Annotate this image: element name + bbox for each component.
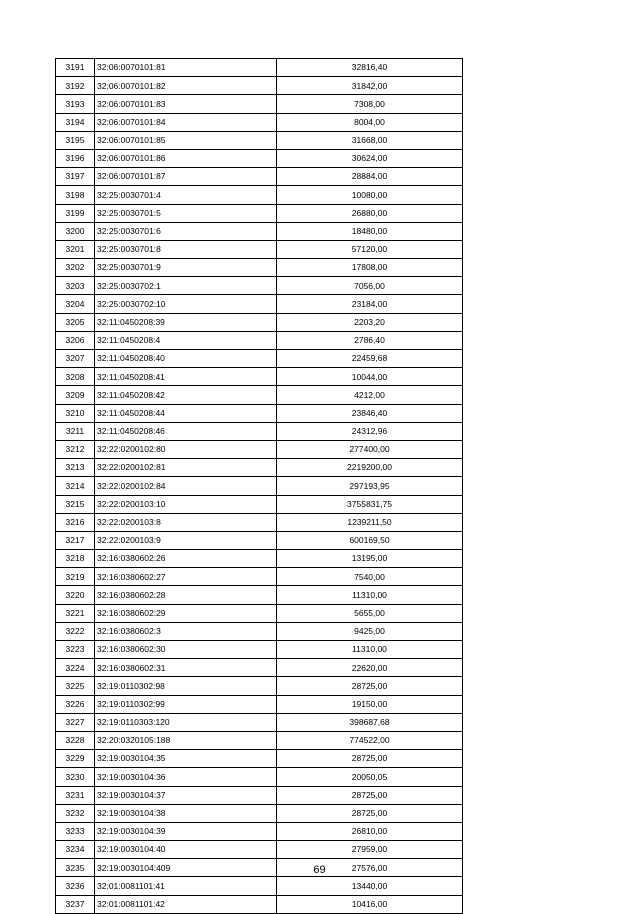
row-number: 3221 xyxy=(56,604,95,622)
row-number: 3222 xyxy=(56,622,95,640)
cadastral-number: 32:06:0070101:84 xyxy=(95,113,277,131)
table-row xyxy=(56,404,463,422)
value-cell: 10044,00 xyxy=(277,368,463,386)
table-row xyxy=(56,331,463,349)
table-row xyxy=(56,59,463,77)
value-cell: 1239211,50 xyxy=(277,513,463,531)
table-row xyxy=(56,513,463,531)
value-cell: 7540,00 xyxy=(277,568,463,586)
value-cell: 11310,00 xyxy=(277,641,463,659)
value-cell: 19150,00 xyxy=(277,695,463,713)
cadastral-number: 32:01:0081101:42 xyxy=(95,895,277,913)
row-number: 3228 xyxy=(56,731,95,749)
value-cell: 2203,20 xyxy=(277,313,463,331)
value-cell: 32816,40 xyxy=(277,59,463,77)
row-number: 3203 xyxy=(56,277,95,295)
cadastral-number: 32:16:0380602:29 xyxy=(95,604,277,622)
table-row xyxy=(56,131,463,149)
row-number: 3234 xyxy=(56,841,95,859)
value-cell: 7308,00 xyxy=(277,95,463,113)
cadastral-number: 32:06:0070101:82 xyxy=(95,77,277,95)
table-row xyxy=(56,804,463,822)
table-row xyxy=(56,277,463,295)
value-cell: 8004,00 xyxy=(277,113,463,131)
value-cell: 10080,00 xyxy=(277,186,463,204)
cadastral-number: 32:25:0030702:10 xyxy=(95,295,277,313)
table-row xyxy=(56,313,463,331)
table-row xyxy=(56,495,463,513)
value-cell: 24312,96 xyxy=(277,422,463,440)
row-number: 3209 xyxy=(56,386,95,404)
table-row xyxy=(56,641,463,659)
row-number: 3230 xyxy=(56,768,95,786)
table-row xyxy=(56,186,463,204)
cadastral-number: 32:22:0200102:80 xyxy=(95,440,277,458)
row-number: 3225 xyxy=(56,677,95,695)
value-cell: 28725,00 xyxy=(277,804,463,822)
table-row xyxy=(56,786,463,804)
table-row xyxy=(56,877,463,895)
cadastral-number: 32:22:0200103:9 xyxy=(95,531,277,549)
value-cell: 297193,95 xyxy=(277,477,463,495)
row-number: 3198 xyxy=(56,186,95,204)
cadastral-number: 32:19:0030104:37 xyxy=(95,786,277,804)
row-number: 3227 xyxy=(56,713,95,731)
row-number: 3208 xyxy=(56,368,95,386)
cadastral-number: 32:19:0030104:35 xyxy=(95,750,277,768)
value-cell: 31668,00 xyxy=(277,131,463,149)
cadastral-number: 32:06:0070101:83 xyxy=(95,95,277,113)
table-row xyxy=(56,604,463,622)
value-cell: 28725,00 xyxy=(277,677,463,695)
value-cell: 17808,00 xyxy=(277,259,463,277)
value-cell: 10416,00 xyxy=(277,895,463,913)
table-row xyxy=(56,586,463,604)
cadastral-number: 32:20:0320105:188 xyxy=(95,731,277,749)
table-row xyxy=(56,240,463,258)
row-number: 3233 xyxy=(56,822,95,840)
cadastral-number: 32:19:0030104:36 xyxy=(95,768,277,786)
cadastral-number: 32:16:0380602:3 xyxy=(95,622,277,640)
table-row xyxy=(56,659,463,677)
cadastral-number: 32:11:0450208:4 xyxy=(95,331,277,349)
row-number: 3199 xyxy=(56,204,95,222)
value-cell: 774522,00 xyxy=(277,731,463,749)
value-cell: 2786,40 xyxy=(277,331,463,349)
row-number: 3216 xyxy=(56,513,95,531)
row-number: 3229 xyxy=(56,750,95,768)
value-cell: 30624,00 xyxy=(277,149,463,167)
value-cell: 26810,00 xyxy=(277,822,463,840)
value-cell: 22459,68 xyxy=(277,350,463,368)
table-row xyxy=(56,204,463,222)
table-row xyxy=(56,768,463,786)
cadastral-number: 32:22:0200102:81 xyxy=(95,459,277,477)
row-number: 3193 xyxy=(56,95,95,113)
row-number: 3218 xyxy=(56,550,95,568)
row-number: 3237 xyxy=(56,895,95,913)
table-row xyxy=(56,259,463,277)
row-number: 3236 xyxy=(56,877,95,895)
row-number: 3195 xyxy=(56,131,95,149)
row-number: 3191 xyxy=(56,59,95,77)
cadastral-number: 32:25:0030701:5 xyxy=(95,204,277,222)
cadastral-number: 32:25:0030701:4 xyxy=(95,186,277,204)
row-number: 3232 xyxy=(56,804,95,822)
row-number: 3192 xyxy=(56,77,95,95)
cadastral-number: 32:19:0030104:409 xyxy=(95,859,277,877)
cadastral-number: 32:19:0030104:40 xyxy=(95,841,277,859)
cadastral-number: 32:06:0070101:87 xyxy=(95,168,277,186)
table-row xyxy=(56,295,463,313)
row-number: 3206 xyxy=(56,331,95,349)
table-row xyxy=(56,459,463,477)
value-cell: 5655,00 xyxy=(277,604,463,622)
table-row xyxy=(56,695,463,713)
data-table xyxy=(55,58,463,914)
cadastral-number: 32:11:0450208:46 xyxy=(95,422,277,440)
value-cell: 7056,00 xyxy=(277,277,463,295)
value-cell: 28725,00 xyxy=(277,750,463,768)
value-cell: 20050,05 xyxy=(277,768,463,786)
value-cell: 9425,00 xyxy=(277,622,463,640)
row-number: 3194 xyxy=(56,113,95,131)
cadastral-number: 32:11:0450208:39 xyxy=(95,313,277,331)
cadastral-number: 32:11:0450208:42 xyxy=(95,386,277,404)
row-number: 3217 xyxy=(56,531,95,549)
page-number: 69 xyxy=(313,864,326,876)
row-number: 3201 xyxy=(56,240,95,258)
cadastral-number: 32:22:0200103:10 xyxy=(95,495,277,513)
row-number: 3219 xyxy=(56,568,95,586)
cadastral-number: 32:11:0450208:41 xyxy=(95,368,277,386)
table-row xyxy=(56,477,463,495)
row-number: 3204 xyxy=(56,295,95,313)
row-number: 3226 xyxy=(56,695,95,713)
table-row xyxy=(56,568,463,586)
cadastral-number: 32:25:0030702:1 xyxy=(95,277,277,295)
cadastral-number: 32:16:0380602:28 xyxy=(95,586,277,604)
cadastral-number: 32:19:0110302:98 xyxy=(95,677,277,695)
table-row xyxy=(56,386,463,404)
value-cell: 28725,00 xyxy=(277,786,463,804)
value-cell: 2219200,00 xyxy=(277,459,463,477)
value-cell: 277400,00 xyxy=(277,440,463,458)
row-number: 3207 xyxy=(56,350,95,368)
table-row xyxy=(56,95,463,113)
cadastral-number: 32:16:0380602:27 xyxy=(95,568,277,586)
value-cell: 11310,00 xyxy=(277,586,463,604)
row-number: 3196 xyxy=(56,149,95,167)
value-cell: 3755831,75 xyxy=(277,495,463,513)
row-number: 3197 xyxy=(56,168,95,186)
table-row xyxy=(56,622,463,640)
cadastral-number: 32:06:0070101:86 xyxy=(95,149,277,167)
cadastral-number: 32:19:0110302:99 xyxy=(95,695,277,713)
table-row xyxy=(56,168,463,186)
value-cell: 31842,00 xyxy=(277,77,463,95)
cadastral-number: 32:25:0030701:6 xyxy=(95,222,277,240)
cadastral-number: 32:16:0380602:31 xyxy=(95,659,277,677)
table-row xyxy=(56,149,463,167)
cadastral-number: 32:25:0030701:9 xyxy=(95,259,277,277)
table-row xyxy=(56,895,463,913)
table-row xyxy=(56,713,463,731)
value-cell: 18480,00 xyxy=(277,222,463,240)
table-row xyxy=(56,822,463,840)
value-cell: 57120,00 xyxy=(277,240,463,258)
cadastral-number: 32:11:0450208:40 xyxy=(95,350,277,368)
table-row xyxy=(56,422,463,440)
value-cell: 27959,00 xyxy=(277,841,463,859)
row-number: 3214 xyxy=(56,477,95,495)
cadastral-number: 32:19:0030104:39 xyxy=(95,822,277,840)
cadastral-number: 32:16:0380602:26 xyxy=(95,550,277,568)
table-row xyxy=(56,731,463,749)
table-row xyxy=(56,113,463,131)
value-cell: 26880,00 xyxy=(277,204,463,222)
cadastral-number: 32:11:0450208:44 xyxy=(95,404,277,422)
row-number: 3212 xyxy=(56,440,95,458)
table-row xyxy=(56,750,463,768)
value-cell: 13440,00 xyxy=(277,877,463,895)
table-row xyxy=(56,440,463,458)
value-cell: 4212,00 xyxy=(277,386,463,404)
cadastral-number: 32:16:0380602:30 xyxy=(95,641,277,659)
value-cell: 13195,00 xyxy=(277,550,463,568)
table-row xyxy=(56,77,463,95)
table-row xyxy=(56,531,463,549)
cadastral-number: 32:22:0200103:8 xyxy=(95,513,277,531)
table-row xyxy=(56,841,463,859)
row-number: 3215 xyxy=(56,495,95,513)
table-row xyxy=(56,550,463,568)
table-row xyxy=(56,222,463,240)
value-cell: 28884,00 xyxy=(277,168,463,186)
table-body xyxy=(56,59,463,914)
table-row xyxy=(56,368,463,386)
table-row xyxy=(56,350,463,368)
row-number: 3224 xyxy=(56,659,95,677)
cadastral-number: 32:06:0070101:85 xyxy=(95,131,277,149)
row-number: 3213 xyxy=(56,459,95,477)
cadastral-number: 32:22:0200102:84 xyxy=(95,477,277,495)
row-number: 3235 xyxy=(56,859,95,877)
cadastral-number: 32:06:0070101:81 xyxy=(95,59,277,77)
row-number: 3231 xyxy=(56,786,95,804)
cadastral-number: 32:25:0030701:8 xyxy=(95,240,277,258)
value-cell: 27576,00 xyxy=(277,859,463,877)
value-cell: 23184,00 xyxy=(277,295,463,313)
value-cell: 600169,50 xyxy=(277,531,463,549)
row-number: 3200 xyxy=(56,222,95,240)
value-cell: 23846,40 xyxy=(277,404,463,422)
value-cell: 398687,68 xyxy=(277,713,463,731)
row-number: 3223 xyxy=(56,641,95,659)
row-number: 3210 xyxy=(56,404,95,422)
table-row xyxy=(56,677,463,695)
cadastral-number: 32:19:0030104:38 xyxy=(95,804,277,822)
cadastral-number: 32:01:0081101:41 xyxy=(95,877,277,895)
row-number: 3205 xyxy=(56,313,95,331)
value-cell: 22620,00 xyxy=(277,659,463,677)
row-number: 3220 xyxy=(56,586,95,604)
row-number: 3211 xyxy=(56,422,95,440)
cadastral-number: 32:19:0110303:120 xyxy=(95,713,277,731)
row-number: 3202 xyxy=(56,259,95,277)
